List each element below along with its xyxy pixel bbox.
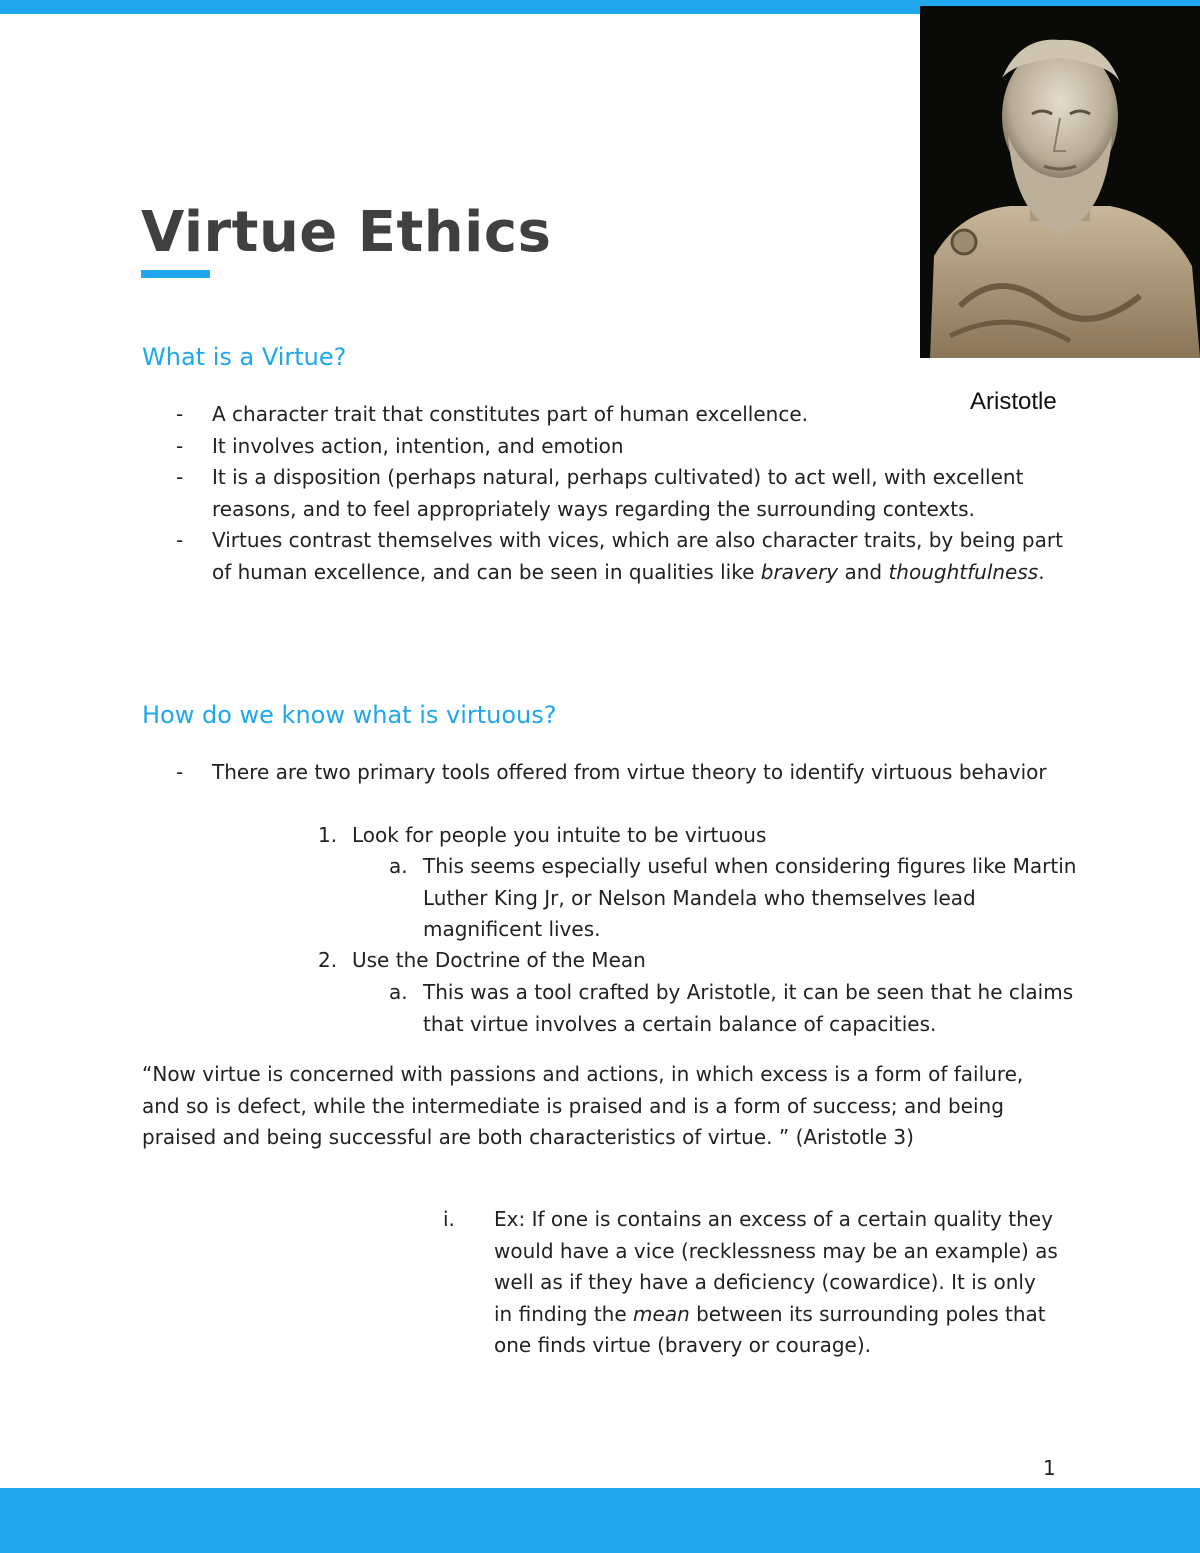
list-item: [142, 525, 1072, 588]
list-item: [142, 431, 1072, 463]
list-marker: a.: [389, 854, 408, 878]
tools-numbered-list: [318, 820, 1068, 852]
sub-list-b: [389, 977, 1079, 1040]
aristotle-quote: “Now virtue is concerned with passions and actions, in which excess is a form of failure, and so is defect, while the intermediate is praised and is a form of success; and being praised and being successful are both characteristics of virtue. ” (Aristotle 3): [142, 1062, 1024, 1149]
list-item-text: and: [838, 559, 889, 584]
emphasis-bravery: bravery: [760, 559, 839, 584]
tools-intro-list: [142, 757, 1072, 789]
list-item-text: Use the Doctrine of the Mean: [352, 948, 646, 972]
list-marker: 1.: [318, 823, 338, 847]
list-item-text: This seems especially useful when considering figures like Martin Luther King Jr, or Nelson Mandela who themselves lead magnificent lives.: [423, 854, 1077, 941]
list-item: [142, 399, 1072, 431]
list-item: [318, 945, 1068, 977]
title-underline: [141, 270, 210, 278]
list-item-text: Virtues contrast themselves with vices, which are also character traits, by being part of human excellence, and can be seen in qualities like: [212, 528, 1063, 584]
sub-list-a: [389, 851, 1079, 946]
list-item: [443, 1204, 1058, 1362]
list-item-text: between its surrounding poles that one finds virtue (bravery or courage).: [494, 1301, 1046, 1357]
list-item: [142, 462, 1072, 525]
bottom-accent-bar: [0, 1488, 1200, 1553]
virtue-definition-list: [142, 399, 1072, 588]
image-caption: Aristotle: [970, 388, 1057, 415]
section-heading-how-do-we-know: How do we know what is virtuous?: [142, 701, 557, 729]
emphasis-mean: mean: [633, 1301, 690, 1326]
list-marker: a.: [389, 980, 408, 1004]
list-item-text: .: [1038, 559, 1045, 584]
example-list: [443, 1204, 1058, 1362]
list-item-text: A character trait that constitutes part of human excellence.: [212, 402, 809, 426]
aristotle-bust-image: [920, 6, 1200, 358]
emphasis-thoughtfulness: thoughtfulness: [888, 559, 1039, 584]
list-marker: i.: [443, 1207, 455, 1231]
list-item: [142, 757, 1072, 789]
list-item-text: It is a disposition (perhaps natural, perhaps cultivated) to act well, with excellent reasons, and to feel appropriately ways regarding the surrounding contexts.: [212, 465, 1024, 521]
list-item-text: Look for people you intuite to be virtuous: [352, 823, 767, 847]
tools-numbered-list-2: [318, 945, 1068, 977]
page-title: Virtue Ethics: [141, 200, 552, 265]
section-heading-what-is-virtue: What is a Virtue?: [142, 343, 347, 371]
list-item-text: Ex: If one is contains an excess of a certain quality they would have a vice (recklessness may be an example) as well as if they have a deficiency (cowardice). It is only in finding the: [494, 1207, 1058, 1326]
list-item: [389, 977, 1079, 1040]
page-number: 1: [1043, 1456, 1056, 1480]
list-item: [318, 820, 1068, 852]
list-item-text: This was a tool crafted by Aristotle, it can be seen that he claims that virtue involves a certain balance of capacities.: [423, 980, 1074, 1036]
list-marker: 2.: [318, 948, 338, 972]
list-item-text: There are two primary tools offered from virtue theory to identify virtuous behavior: [212, 760, 1047, 784]
list-item: [389, 851, 1079, 946]
list-item-text: It involves action, intention, and emotion: [212, 433, 624, 458]
